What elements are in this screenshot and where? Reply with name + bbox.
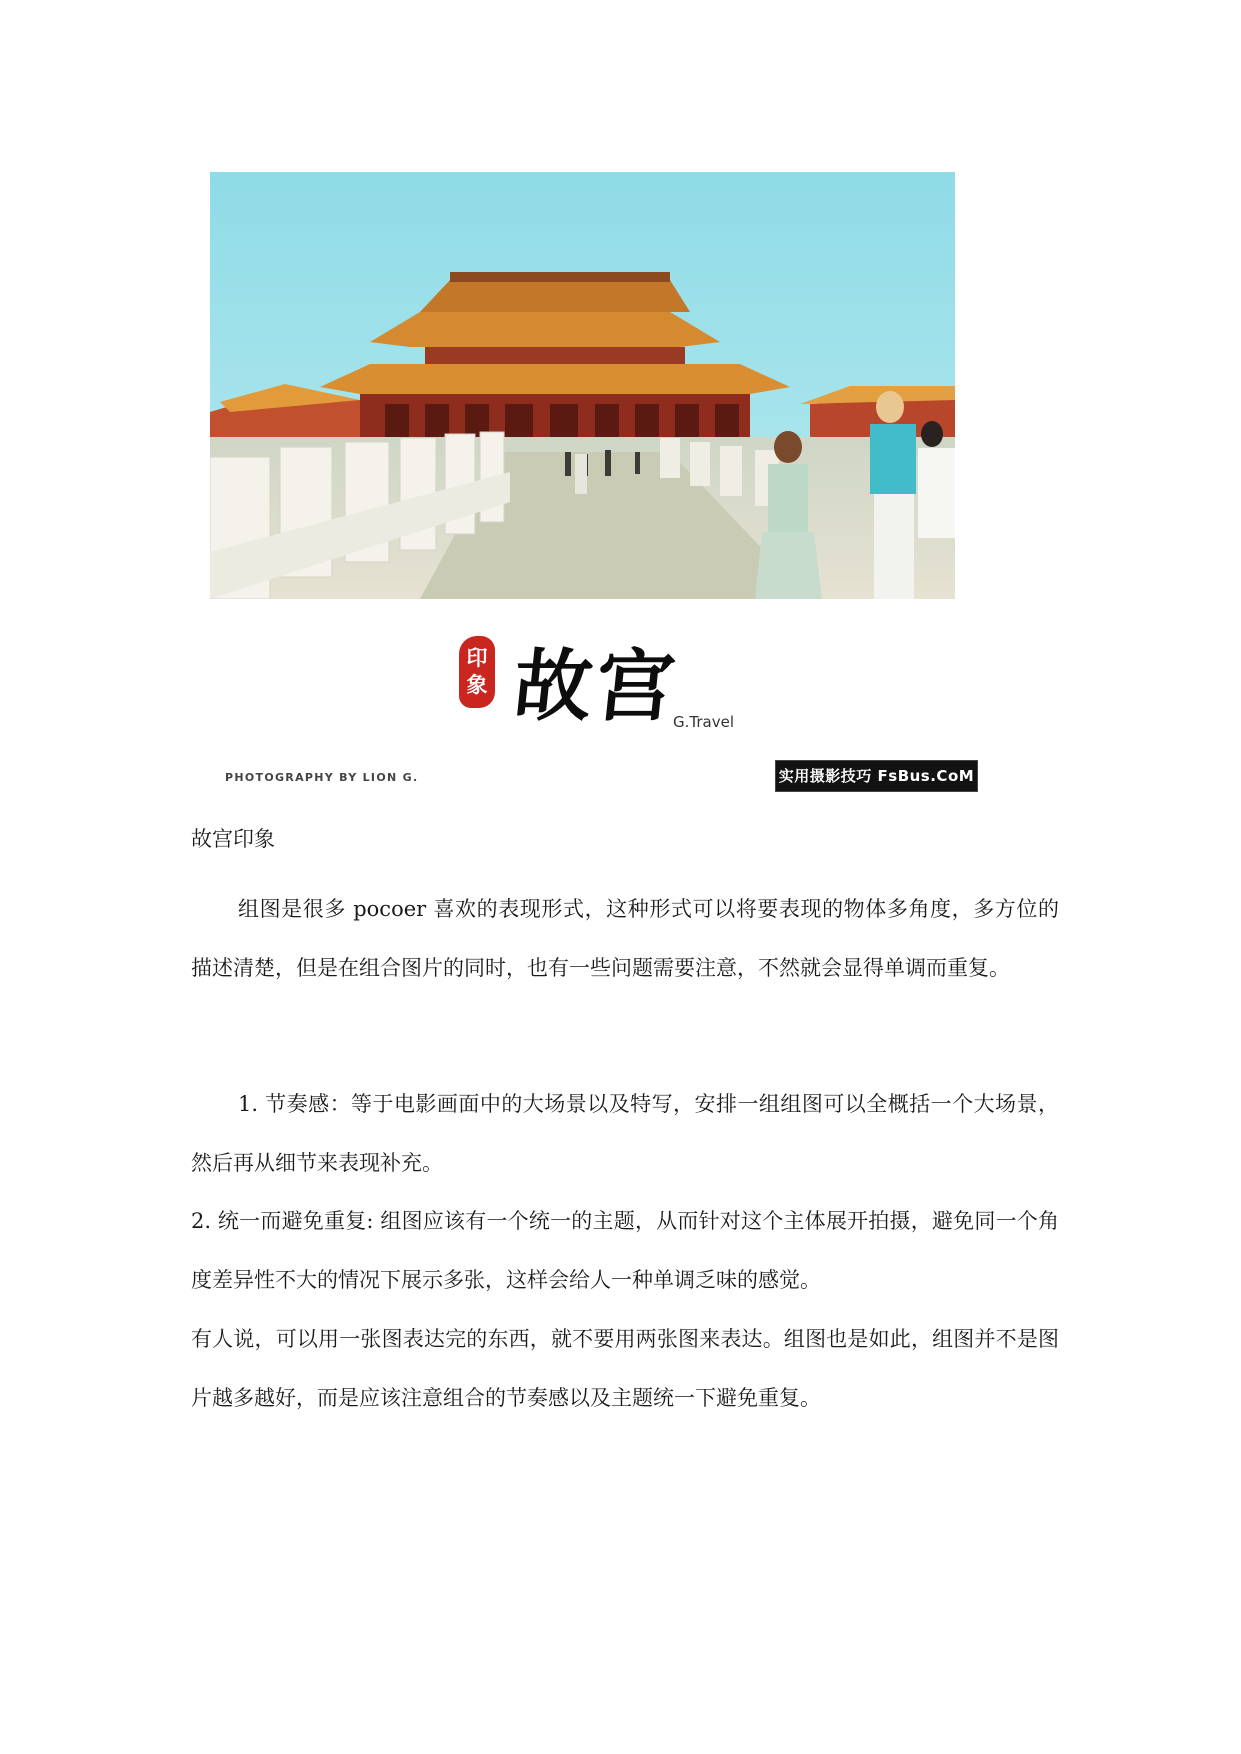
subtitle: G.Travel [673, 713, 734, 731]
paragraph-point-2: 2. 统一而避免重复: 组图应该有一个统一的主题，从而针对这个主体展开拍摄，避免同一个角度差异性不大的情况下展示多张，这样会给人一种单调乏味的感觉。 [191, 1209, 1059, 1292]
forbidden-city-photo [210, 172, 955, 599]
palace-scene-icon [210, 172, 955, 599]
seal-char-2: 象 [466, 672, 488, 697]
calligraphy-title: 故宫 [509, 641, 683, 732]
photo-credit: PHOTOGRAPHY BY LION G. [225, 771, 419, 784]
paragraph-point-1: 1. 节奏感：等于电影画面中的大场景以及特写，安排一组组图可以全概括一个大场景，然后再从细节来表现补充。 [191, 1092, 1059, 1175]
paragraph-intro: 组图是很多 pocoer 喜欢的表现形式，这种形式可以将要表现的物体多角度，多方位的描述清楚，但是在组合图片的同时，也有一些问题需要注意，不然就会显得单调而重复。 [191, 897, 1059, 980]
paragraph-conclusion: 有人说，可以用一张图表达完的东西，就不要用两张图来表达。组图也是如此，组图并不是图片越多越好，而是应该注意组合的节奏感以及主题统一下避免重复。 [191, 1327, 1059, 1410]
seal-stamp [459, 636, 495, 708]
site-watermark: 实用摄影技巧 FsBus.CoM [775, 760, 978, 792]
seal-char-1: 印 [466, 645, 488, 670]
image-caption: 故宫印象 [191, 827, 275, 851]
